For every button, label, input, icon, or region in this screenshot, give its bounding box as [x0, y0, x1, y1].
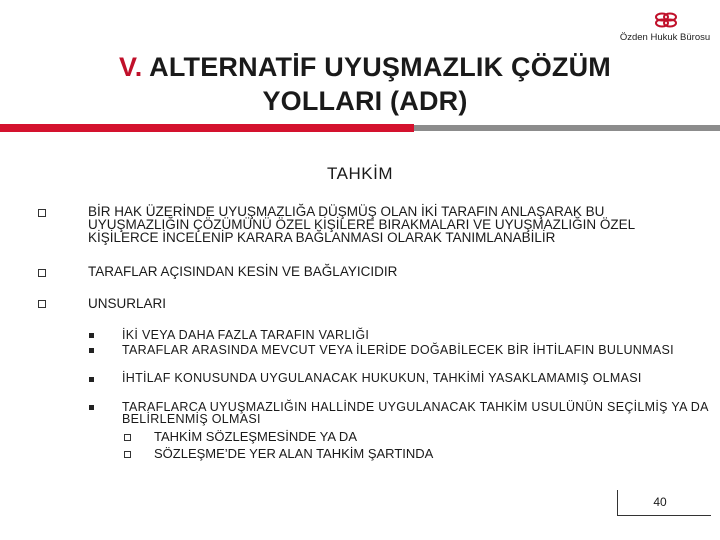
bullet-elements: UNSURLARI [88, 296, 167, 311]
sub-item-procedure: TARAFLARCA UYUŞMAZLIĞIN HALLİNDE UYGULANACAK TAHKİM USULÜNÜN SEÇİLMİŞ YA DA BELİRLENMİŞ OLMASI [122, 400, 709, 426]
ozden-logo-mark-icon [654, 12, 678, 28]
hollow-square-bullet-icon [124, 451, 131, 458]
firm-logo [612, 10, 718, 50]
filled-square-bullet-icon [89, 377, 94, 382]
bullet-binding: TARAFLAR AÇISINDAN KESİN VE BAĞLAYICIDIR [88, 264, 398, 279]
filled-square-bullet-icon [89, 348, 94, 353]
hollow-square-bullet-icon [124, 434, 131, 441]
page-number-frame-left [617, 490, 618, 516]
logo-text: Özden Hukuk Bürosu [619, 32, 711, 43]
hollow-square-bullet-icon [38, 300, 46, 308]
page-number-frame-bottom [617, 515, 711, 516]
sub-item-parties: İKİ VEYA DAHA FAZLA TARAFIN VARLIĞI [122, 328, 370, 342]
bullet-definition: BİR HAK ÜZERİNDE UYUŞMAZLIĞA DÜŞMÜŞ OLAN İKİ TARAFIN ANLAŞARAK BU UYUŞMAZLIĞIN ÇÖZÜMÜNÜ ÖZEL KİŞİLERE BIRAKMALARI VE UYUŞMAZLIĞIN ÖZEL KİŞİLERCE İNCELENİP KARARA BAĞLANMASI OLARAK TANIMLANABİLİR [88, 204, 635, 245]
hollow-square-bullet-icon [38, 269, 46, 277]
filled-square-bullet-icon [89, 405, 94, 410]
sub-item-dispute: TARAFLAR ARASINDA MEVCUT VEYA İLERİDE DOĞABİLECEK BİR İHTİLAFIN BULUNMASI [122, 343, 674, 357]
section-heading: TAHKİM [327, 164, 393, 183]
hollow-square-bullet-icon [38, 209, 46, 217]
title-text: ALTERNATİF UYUŞMAZLIK ÇÖZÜM YOLLARI (ADR) [149, 52, 611, 116]
slide-title [60, 50, 670, 118]
sub-item-law: İHTİLAF KONUSUNDA UYGULANACAK HUKUKUN, TAHKİMİ YASAKLAMAMIŞ OLMASI [122, 371, 642, 385]
title-number: V. [119, 52, 143, 82]
page-number: 40 [653, 495, 667, 509]
title-divider-red [0, 124, 414, 132]
filled-square-bullet-icon [89, 333, 94, 338]
sub-sub-item-clause: SÖZLEŞME’DE YER ALAN TAHKİM ŞARTINDA [154, 446, 434, 461]
sub-sub-item-agreement: TAHKİM SÖZLEŞMESİNDE YA DA [154, 429, 357, 444]
